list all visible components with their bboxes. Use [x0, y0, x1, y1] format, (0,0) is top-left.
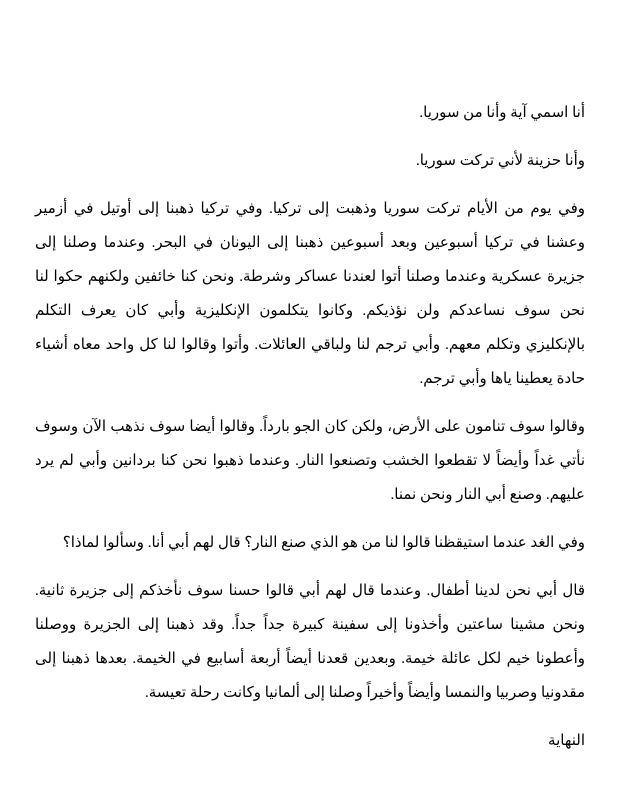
paragraph-sleeping-outside-fire: وقالوا سوف تنامون على الأرض، ولكن كان الجو بارداً. وقالوا أيضا سوف نذهب الآن وسوف نأتي غداً وأيضاً لا تقطعوا الخشب وتصنعوا النار. وعندما ذهبوا نحن كنا بردانين وأبي لم يرد عليهم. وصنع أبي النار ونحن نمنا.	[35, 419, 585, 503]
paragraph-morning-question: وفي الغد عندما استيقظنا قالوا لنا من هو الذي صنع النار؟ قال لهم أبي أنا. وسألوا لماذا؟	[62, 535, 585, 551]
paragraph-sad-left-syria: وأنا حزينة لأني تركت سوريا.	[415, 153, 585, 169]
paragraph-intro-name: أنا اسمي آية وأنا من سوريا.	[419, 105, 585, 121]
paragraph-journey-turkey-greece: وفي يوم من الأيام تركت سوريا وذهبت إلى تركيا. وفي تركيا ذهبنا إلى أوتيل في أزمير وعشنا في تركيا أسبوعين وبعد أسبوعين ذهبنا إلى اليونان في البحر. وعندما وصلنا إلى جزيرة عسكرية وعندما وصلنا أتوا لعندنا عساكر وشرطة. ونحن كنا خائفين ولكنهم حكوا لنا نحن سوف نساعدكم ولن نؤذيكم. وكانوا يتكلمون الإنكليزية وأبي كان يعرف التكلم بالإنكليزي وتكلم معهم. وأبي ترجم لنا ولباقي العائلات. وأتوا وقالوا لنا كل واحد معاه أشياء حادة يعطينا ياها وأبي ترجم.	[35, 201, 585, 387]
ending-label: النهاية	[548, 733, 585, 749]
paragraph-second-island-germany: قال أبي نحن لدينا أطفال. وعندما قال لهم أبي قالوا حسنا سوف نأخذكم إلى جزيرة ثانية. ونحن مشينا ساعتين وأخذونا إلى سفينة كبيرة جداً جداً. وقد ذهبنا إلى الجزيرة ووصلنا وأعطونا خيم لكل عائلة خيمة. وبعدين قعدنا أيضاً أربعة أسابيع في الخيمة. بعدها ذهبنا إلى مقدونيا وصربيا والنمسا وأيضاً وأخيراً وصلنا إلى ألمانيا وكانت رحلة تعيسة.	[35, 583, 585, 701]
story-text	[35, 96, 585, 758]
